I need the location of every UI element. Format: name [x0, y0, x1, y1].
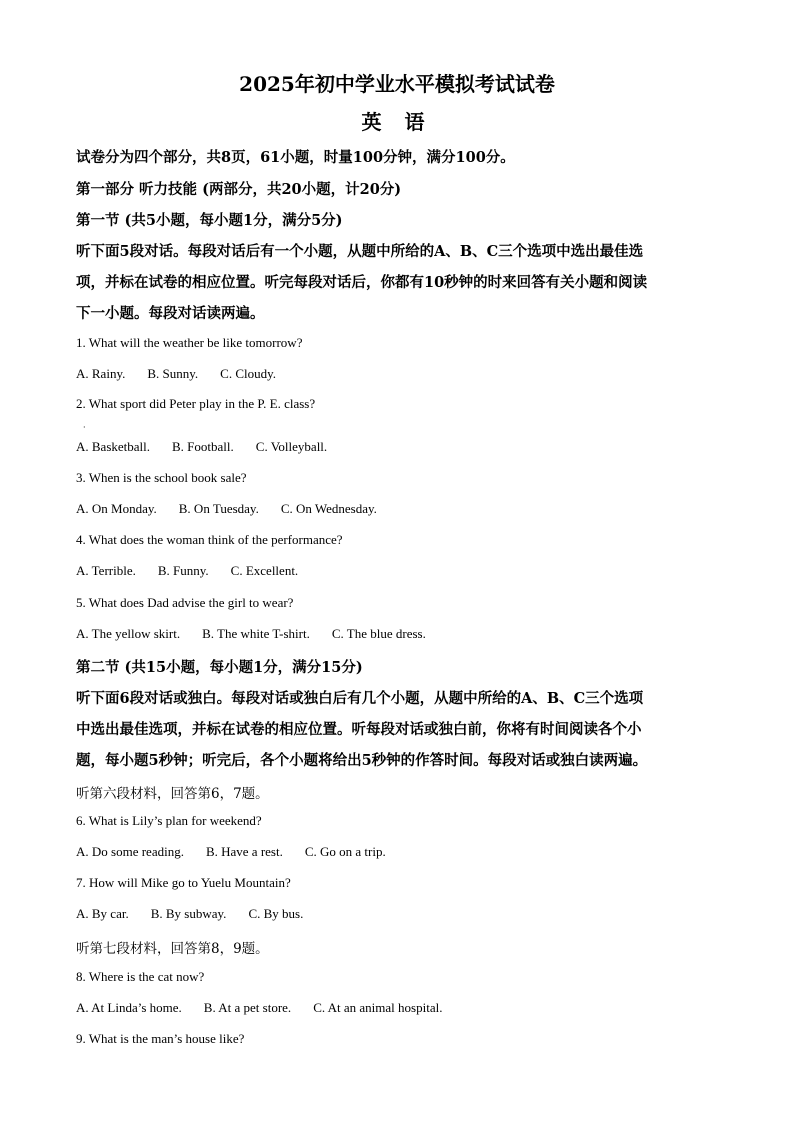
option-c: C. Go on a trip. — [304, 844, 386, 859]
option-b: B. At a pet store. — [203, 1000, 292, 1015]
question-7-options — [76, 906, 303, 922]
option-b: B. Funny. — [157, 563, 209, 578]
question-2: 2. What sport did Peter play in the P. E. class? — [76, 396, 316, 411]
question-3: 3. When is the school book sale? — [76, 470, 247, 485]
option-c: C. Excellent. — [230, 563, 299, 578]
section2-instructions-line: 中选出最佳选项，并标在试卷的相应位置。听每段对话或独白前，你将有时间阅读各个小 — [76, 721, 642, 738]
question-1-options — [76, 366, 276, 382]
section2-instructions-line: 听下面6段对话或独白。每段对话或独白后有几个小题，从题中所给的A、B、C三个选项 — [76, 690, 644, 707]
option-c: C. At an animal hospital. — [313, 1000, 443, 1015]
exam-intro: 试卷分为四个部分，共8页，61小题，时量100分钟，满分100分。 — [76, 149, 515, 166]
option-b: B. On Tuesday. — [178, 501, 259, 516]
exam-subject: 英 语 — [361, 110, 433, 134]
question-8: 8. Where is the cat now? — [76, 969, 205, 984]
question-4-options — [76, 563, 298, 579]
question-6: 6. What is Lily’s plan for weekend? — [76, 813, 262, 828]
section1-instructions-line: 项，并标在试卷的相应位置。听完每段对话后，你都有10秒钟的时来回答有关小题和阅读 — [76, 274, 648, 291]
question-5-options — [76, 626, 426, 642]
section1-instructions-line: 听下面5段对话。每段对话后有一个小题，从题中所给的A、B、C三个选项中选出最佳选 — [76, 243, 644, 260]
question-2-options — [76, 439, 327, 455]
option-b: B. Have a rest. — [205, 844, 283, 859]
section1-instructions-line: 下一小题。每段对话读两遍。 — [76, 305, 265, 322]
option-c: C. Volleyball. — [255, 439, 328, 454]
option-b: B. By subway. — [150, 906, 227, 921]
part1-heading: 第一部分 听力技能 (两部分，共20小题，计20分) — [76, 181, 402, 198]
option-c: C. By bus. — [248, 906, 304, 921]
section2-heading: 第二节 (共15小题，每小题1分，满分15分) — [76, 659, 363, 676]
option-a: A. On Monday. — [76, 501, 157, 516]
option-c: C. Cloudy. — [220, 366, 277, 381]
option-c: C. On Wednesday. — [280, 501, 377, 516]
option-a: A. Terrible. — [76, 563, 136, 578]
option-c: C. The blue dress. — [331, 626, 426, 641]
question-6-options — [76, 844, 386, 860]
question-4: 4. What does the woman think of the performance? — [76, 532, 343, 547]
question-3-options — [76, 501, 377, 517]
exam-title: 2025年初中学业水平模拟考试试卷 — [239, 72, 555, 96]
stray-mark: · — [83, 423, 86, 432]
question-8-options — [76, 1000, 442, 1016]
section1-heading: 第一节 (共5小题，每小题1分，满分5分) — [76, 212, 343, 229]
option-a: A. By car. — [76, 906, 129, 921]
option-b: B. The white T-shirt. — [202, 626, 310, 641]
option-a: A. Basketball. — [76, 439, 151, 454]
option-b: B. Sunny. — [147, 366, 199, 381]
question-1: 1. What will the weather be like tomorrow? — [76, 335, 303, 350]
option-a: A. Do some reading. — [76, 844, 184, 859]
question-7: 7. How will Mike go to Yuelu Mountain? — [76, 875, 291, 890]
option-a: A. At Linda’s home. — [76, 1000, 182, 1015]
option-b: B. Football. — [172, 439, 234, 454]
option-a: A. Rainy. — [76, 366, 126, 381]
section2-instructions-line: 题，每小题5秒钟；听完后，各个小题将给出5秒钟的作答时间。每段对话或独白读两遍。 — [76, 752, 648, 769]
question-5: 5. What does Dad advise the girl to wear? — [76, 595, 294, 610]
material-6-note: 听第六段材料，回答第6，7题。 — [76, 786, 269, 802]
option-a: A. The yellow skirt. — [76, 626, 181, 641]
question-9: 9. What is the man’s house like? — [76, 1031, 245, 1046]
material-7-note: 听第七段材料，回答第8，9题。 — [76, 941, 269, 957]
